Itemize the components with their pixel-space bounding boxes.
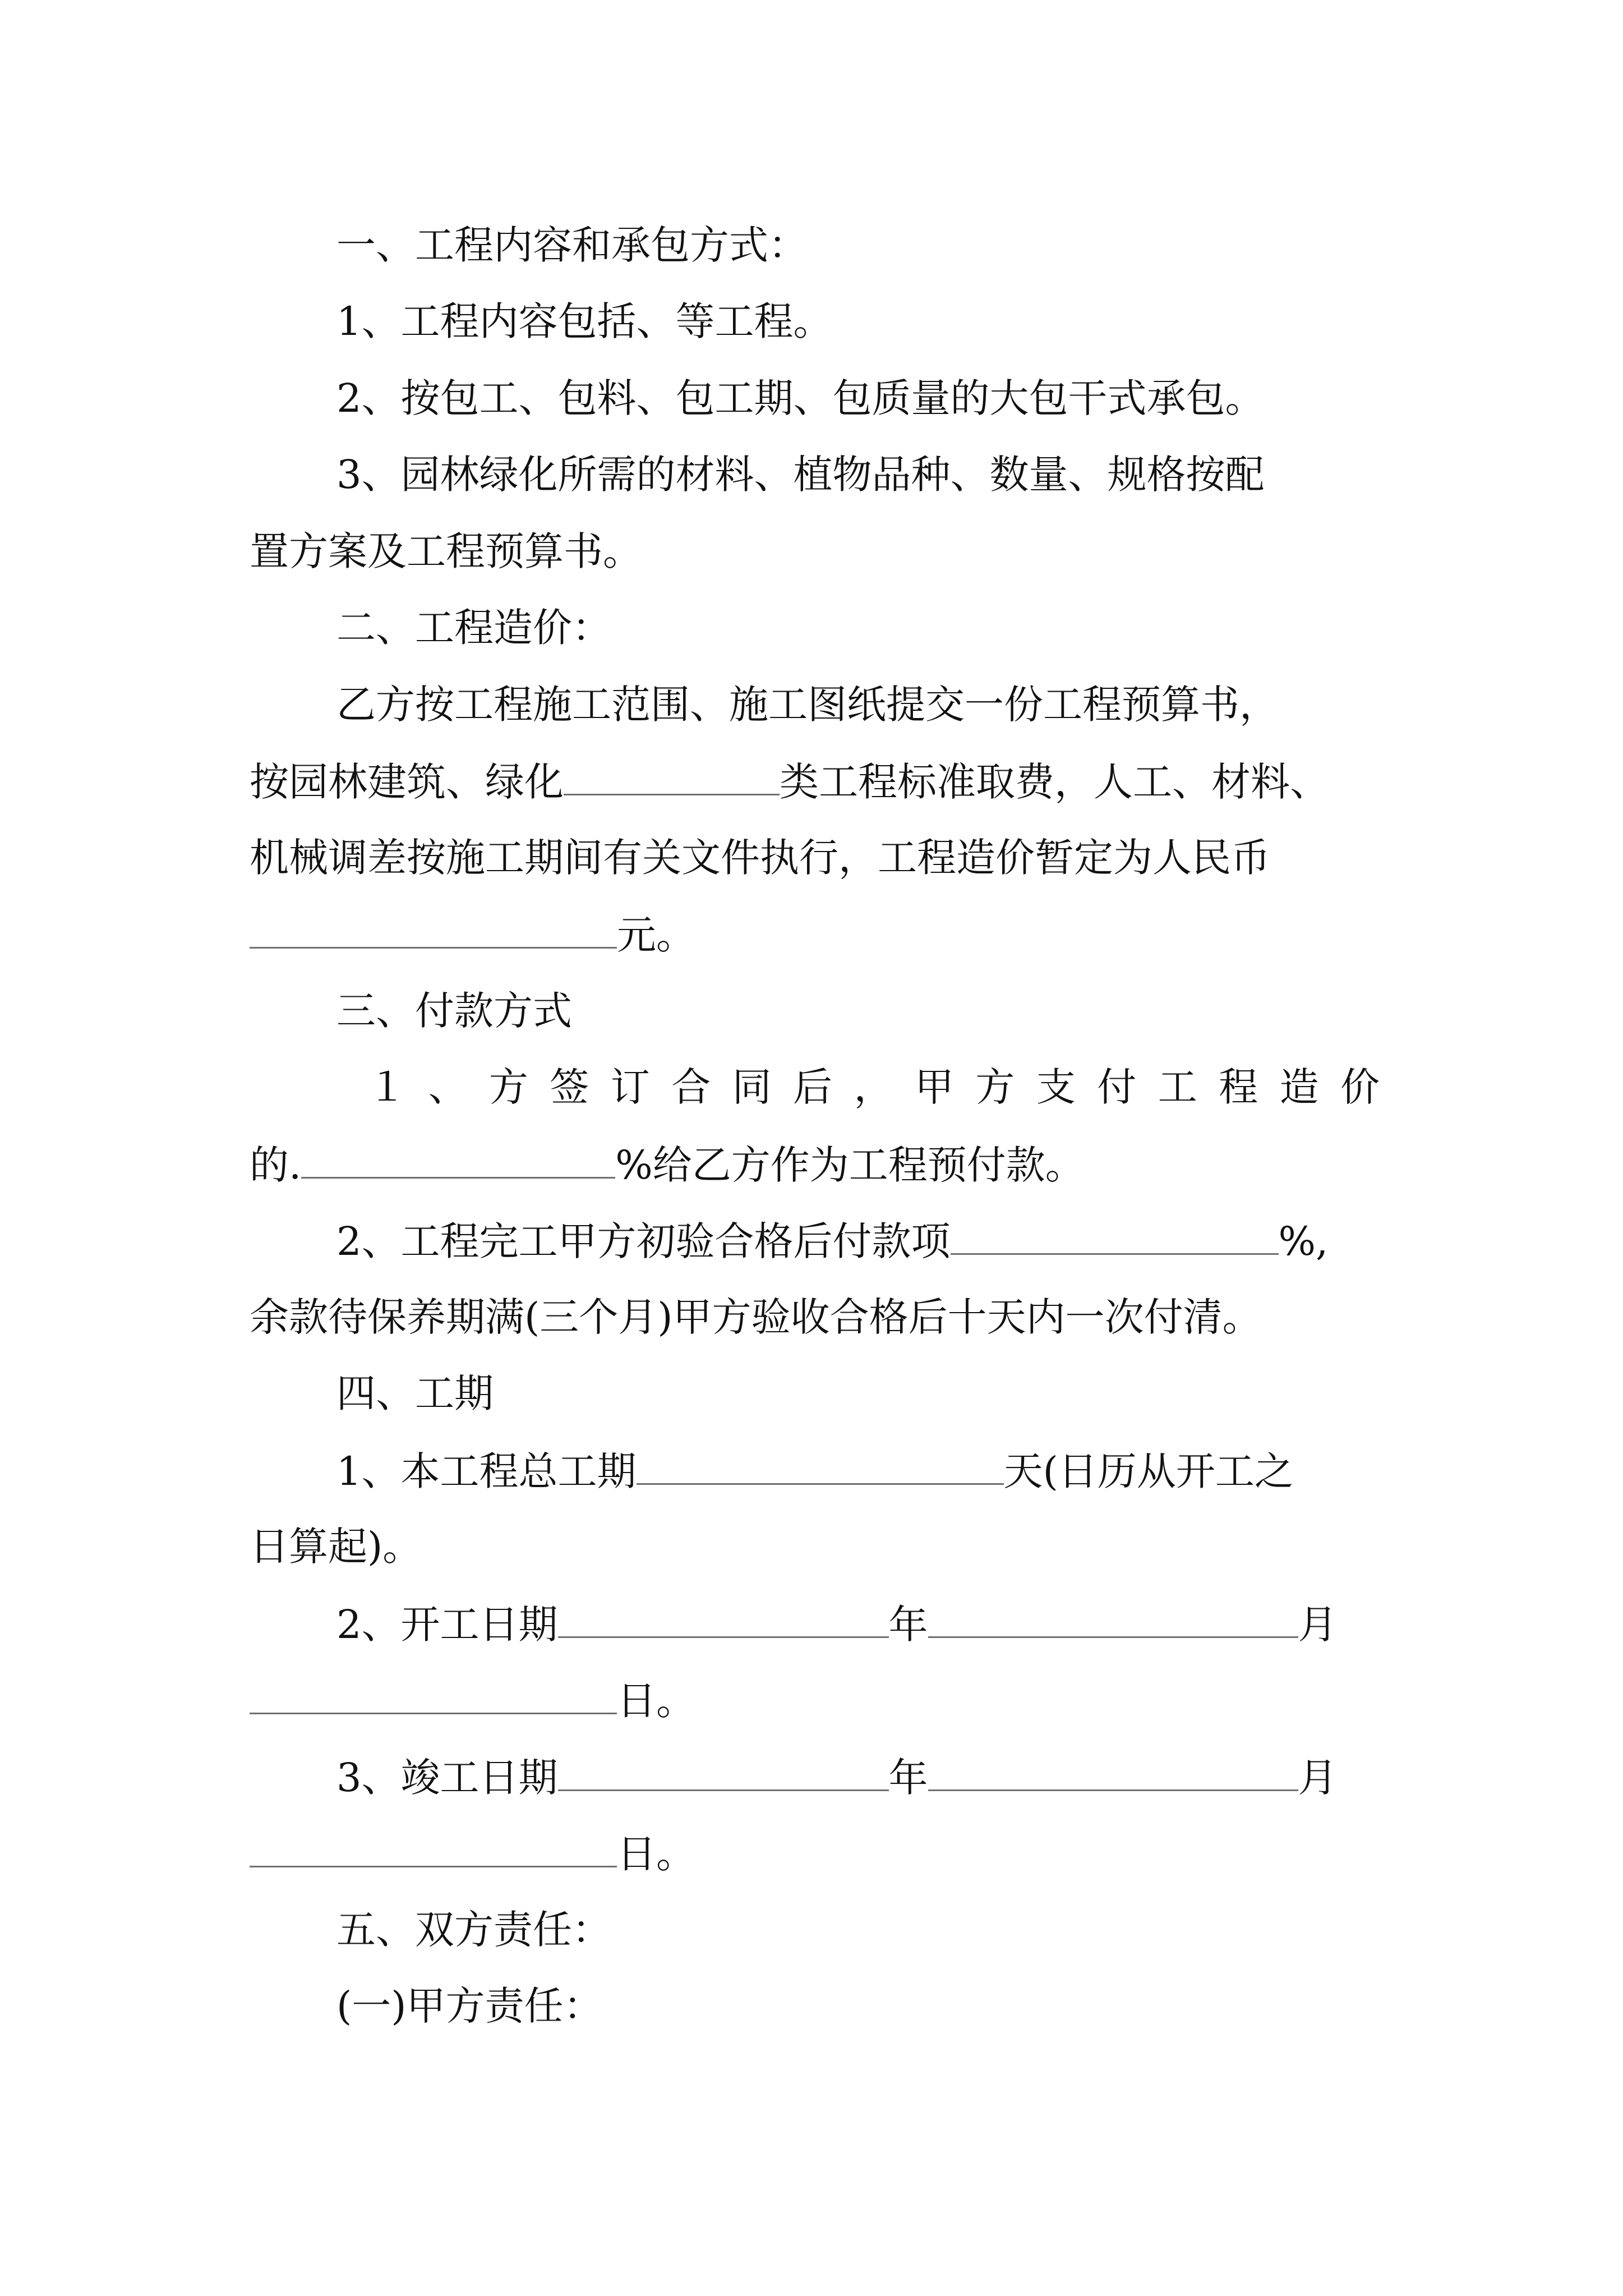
s3-item2-prefix: 2、工程完工甲方初验合格后付款项 (336, 1218, 951, 1264)
section-1-item-3-line-2: 置方案及工程预算书。 (250, 528, 642, 574)
total-duration-blank (637, 1451, 1004, 1485)
s3-char: 程 (1219, 1064, 1258, 1110)
s4-item1-prefix: 1、本工程总工期 (336, 1448, 637, 1494)
s3-char: 付 (1097, 1064, 1137, 1110)
section-4-item-2-line-2 (250, 1678, 695, 1724)
section-4-item-2-line-1 (336, 1602, 1338, 1648)
s3-item1-suffix: %给乙方作为工程预付款。 (615, 1142, 1085, 1188)
section-3-item-2-line-2: 余款待保养期满(三个月)甲方验收合格后十天内一次付清。 (250, 1294, 1262, 1340)
start-month-label: 月 (1298, 1602, 1338, 1648)
s3-char: 方 (975, 1064, 1015, 1110)
section-1-heading: 一、工程内容和承包方式： (336, 222, 808, 268)
s3-char: 签 (550, 1064, 589, 1110)
completion-month-label: 月 (1298, 1755, 1338, 1801)
start-day-label: 日。 (617, 1678, 695, 1724)
section-1-item-3-line-1: 3、园林绿化所需的材料、植物品种、数量、规格按配 (336, 452, 1265, 498)
acceptance-percent-blank (951, 1221, 1279, 1255)
section-4-item-1-line-1 (336, 1448, 1294, 1494)
fee-category-blank (564, 761, 780, 795)
section-4-item-3-line-2 (250, 1831, 695, 1877)
section-3-item-1-line-1 (367, 1064, 1380, 1110)
section-4-item-3-line-1 (336, 1755, 1338, 1801)
section-3-item-2-line-1 (336, 1218, 1329, 1264)
section-2-yuan: 元。 (617, 912, 695, 958)
s3-char: 后 (793, 1064, 833, 1110)
s3-char: 、 (428, 1064, 468, 1110)
section-2-heading: 二、工程造价： (336, 605, 611, 651)
section-1-item-1: 1、工程内容包括、等工程。 (336, 298, 833, 344)
completion-month-blank (928, 1757, 1298, 1791)
start-year-blank (558, 1604, 889, 1638)
s3-char: 方 (488, 1064, 528, 1110)
s3-item1-prefix: 的. (250, 1142, 302, 1188)
start-date-label: 2、开工日期 (336, 1602, 558, 1648)
completion-date-label: 3、竣工日期 (336, 1755, 558, 1801)
contract-price-blank (250, 914, 617, 949)
s3-char: 甲 (914, 1064, 954, 1110)
section-3-item-1-line-2 (250, 1142, 1085, 1188)
section-2-para-line-4 (250, 912, 695, 958)
section-2-text-after-blank: 类工程标准取费，人工、材料、 (780, 759, 1329, 805)
section-4-heading: 四、工期 (336, 1370, 494, 1416)
start-month-blank (928, 1604, 1298, 1638)
completion-year-blank (558, 1757, 889, 1791)
section-4-item-1-line-2: 日算起)。 (250, 1524, 422, 1570)
section-2-text-before-blank: 按园林建筑、绿化 (250, 759, 564, 805)
s3-char: 同 (732, 1064, 772, 1110)
section-1-item-2: 2、按包工、包料、包工期、包质量的大包干式承包。 (336, 375, 1265, 421)
completion-year-label: 年 (888, 1755, 928, 1801)
section-5-sub-1: (一)甲方责任： (336, 1983, 603, 2029)
completion-day-blank (250, 1833, 617, 1867)
start-year-label: 年 (888, 1602, 928, 1648)
section-2-para-line-1: 乙方按工程施工范围、施工图纸提交一份工程预算书， (336, 682, 1279, 728)
s3-item2-suffix: %, (1278, 1218, 1329, 1264)
s3-char: １ (367, 1064, 407, 1110)
section-2-para-line-3: 机械调差按施工期间有关文件执行，工程造价暂定为人民币 (250, 835, 1270, 881)
s3-char: 合 (671, 1064, 711, 1110)
s3-char: 工 (1158, 1064, 1197, 1110)
completion-day-label: 日。 (617, 1831, 695, 1877)
s3-char: 价 (1340, 1064, 1380, 1110)
s4-item1-suffix: 天(日历从开工之 (1003, 1448, 1294, 1494)
advance-percent-blank (301, 1144, 615, 1179)
s3-char: ， (854, 1064, 893, 1110)
s3-char: 订 (610, 1064, 650, 1110)
s3-char: 造 (1279, 1064, 1319, 1110)
section-2-para-line-2 (250, 759, 1329, 805)
section-3-heading: 三、付款方式 (336, 988, 572, 1034)
s3-char: 支 (1036, 1064, 1076, 1110)
section-5-heading: 五、双方责任： (336, 1907, 611, 1953)
start-day-blank (250, 1680, 617, 1714)
